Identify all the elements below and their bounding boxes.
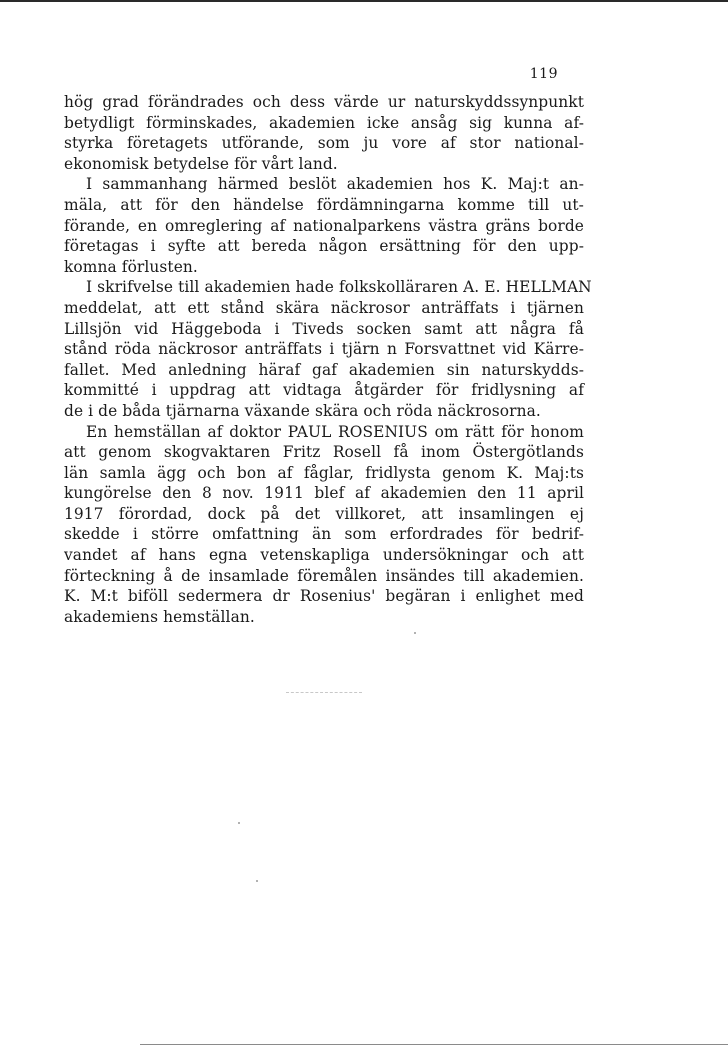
text-line: 1917 förordad, dock på det villkoret, att insamlingen ej	[64, 504, 584, 523]
text-line: de i de båda tjärnarna växande skära och röda näckrosorna.	[64, 401, 541, 420]
scan-speck	[414, 632, 416, 634]
paragraph-start-line: I skrifvelse till akademien hade folkskolläraren A. E. HELLMAN	[86, 278, 592, 297]
text-line: mäla, att för den händelse fördämningarna komme till ut-	[64, 195, 584, 214]
text-line: K. M:t biföll sedermera dr Rosenius' begäran i enlighet med	[64, 587, 584, 606]
text-line: ekonomisk betydelse för vårt land.	[64, 154, 338, 173]
text-line: vandet af hans egna vetenskapliga undersökningar och att	[64, 546, 584, 565]
scan-top-edge	[0, 0, 728, 2]
text-line: stånd röda näckrosor anträffats i tjärn n Forsvattnet vid Kärre-	[64, 340, 584, 359]
body-text	[64, 92, 592, 627]
text-line: kommitté i uppdrag att vidtaga åtgärder för fridlysning af	[64, 381, 584, 400]
text-line: akademiens hemställan.	[64, 607, 255, 626]
text-line: att genom skogvaktaren Fritz Rosell få inom Östergötlands	[64, 443, 584, 462]
text-line: företagas i syfte att bereda någon ersättning för den upp-	[64, 237, 584, 256]
text-line: förteckning å de insamlade föremålen insändes till akademien.	[64, 566, 584, 585]
text-line: komna förlusten.	[64, 257, 198, 276]
text-line: län samla ägg och bon af fåglar, fridlysta genom K. Maj:ts	[64, 463, 584, 482]
scan-bottom-edge	[140, 1044, 728, 1045]
text-line: styrka företagets utförande, som ju vore af stor national-	[64, 134, 584, 153]
page-number: 119	[529, 66, 558, 82]
text-line: kungörelse den 8 nov. 1911 blef af akademien den 11 april	[64, 484, 584, 503]
section-divider	[286, 692, 362, 693]
text-line: fallet. Med anledning häraf gaf akademien sin naturskydds-	[64, 360, 584, 379]
scan-speck	[238, 822, 240, 824]
text-line: skedde i större omfattning än som erfordrades för bedrif-	[64, 525, 584, 544]
text-line: betydligt förminskades, akademien icke ansåg sig kunna af-	[64, 113, 584, 132]
text-line: hög grad förändrades och dess värde ur naturskyddssynpunkt	[64, 93, 584, 111]
scan-speck	[256, 880, 258, 882]
text-line: förande, en omreglering af nationalparkens västra gräns borde	[64, 216, 584, 235]
text-line: Lillsjön vid Häggeboda i Tiveds socken samt att några få	[64, 319, 584, 338]
paragraph-start-line: En hemställan af doktor PAUL ROSENIUS om rätt för honom	[86, 422, 584, 441]
text-line: meddelat, att ett stånd skära näckrosor anträffats i tjärnen	[64, 298, 584, 317]
paragraph-start-line: I sammanhang härmed beslöt akademien hos K. Maj:t an-	[86, 175, 584, 194]
